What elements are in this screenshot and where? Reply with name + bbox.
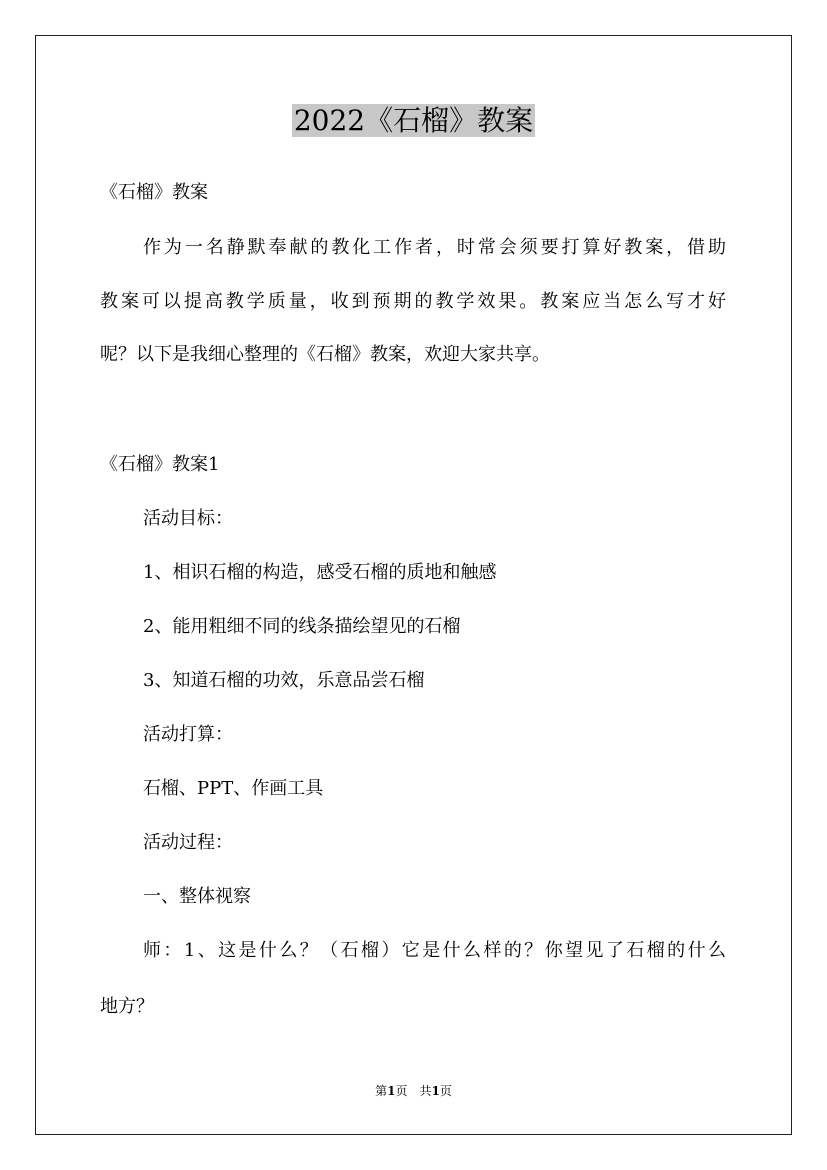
goals-heading: 活动目标： (143, 508, 233, 529)
intro-line-2: 教案可以提高教学质量，收到预期的教学效果。教案应当怎么写才好 (100, 291, 726, 312)
question-line-2: 地方？ (100, 996, 154, 1017)
goal-item-2: 2、能用粗细不同的线条描绘望见的石榴 (143, 616, 461, 637)
step-one-heading: 一、整体视察 (143, 886, 251, 907)
goal-item-1: 1、相识石榴的构造，感受石榴的质地和触感 (143, 562, 497, 583)
page-number-footer (0, 1083, 827, 1099)
question-line-1: 师：1、这是什么？（石榴）它是什么样的？你望见了石榴的什么 (143, 940, 726, 961)
intro-line-1: 作为一名静默奉献的教化工作者，时常会须要打算好教案，借助 (143, 237, 726, 258)
footer-current-page: 1 (387, 1084, 396, 1098)
prep-heading: 活动打算： (143, 724, 233, 745)
section-heading: 《石榴》教案1 (100, 454, 220, 475)
prep-items: 石榴、PPT、作画工具 (143, 778, 324, 799)
goal-item-3: 3、知道石榴的功效，乐意品尝石榴 (143, 670, 425, 691)
intro-line-3: 呢？以下是我细心整理的《石榴》教案，欢迎大家共享。 (100, 344, 550, 365)
document-subtitle: 《石榴》教案 (100, 182, 208, 203)
footer-suffix: 页 (439, 1084, 452, 1098)
document-title-text: 2022《石榴》教案 (293, 104, 534, 137)
footer-mid: 页 共 (395, 1084, 432, 1098)
process-heading: 活动过程： (143, 832, 233, 853)
footer-prefix: 第 (375, 1084, 388, 1098)
footer-total-pages: 1 (431, 1084, 440, 1098)
document-title (0, 101, 827, 141)
